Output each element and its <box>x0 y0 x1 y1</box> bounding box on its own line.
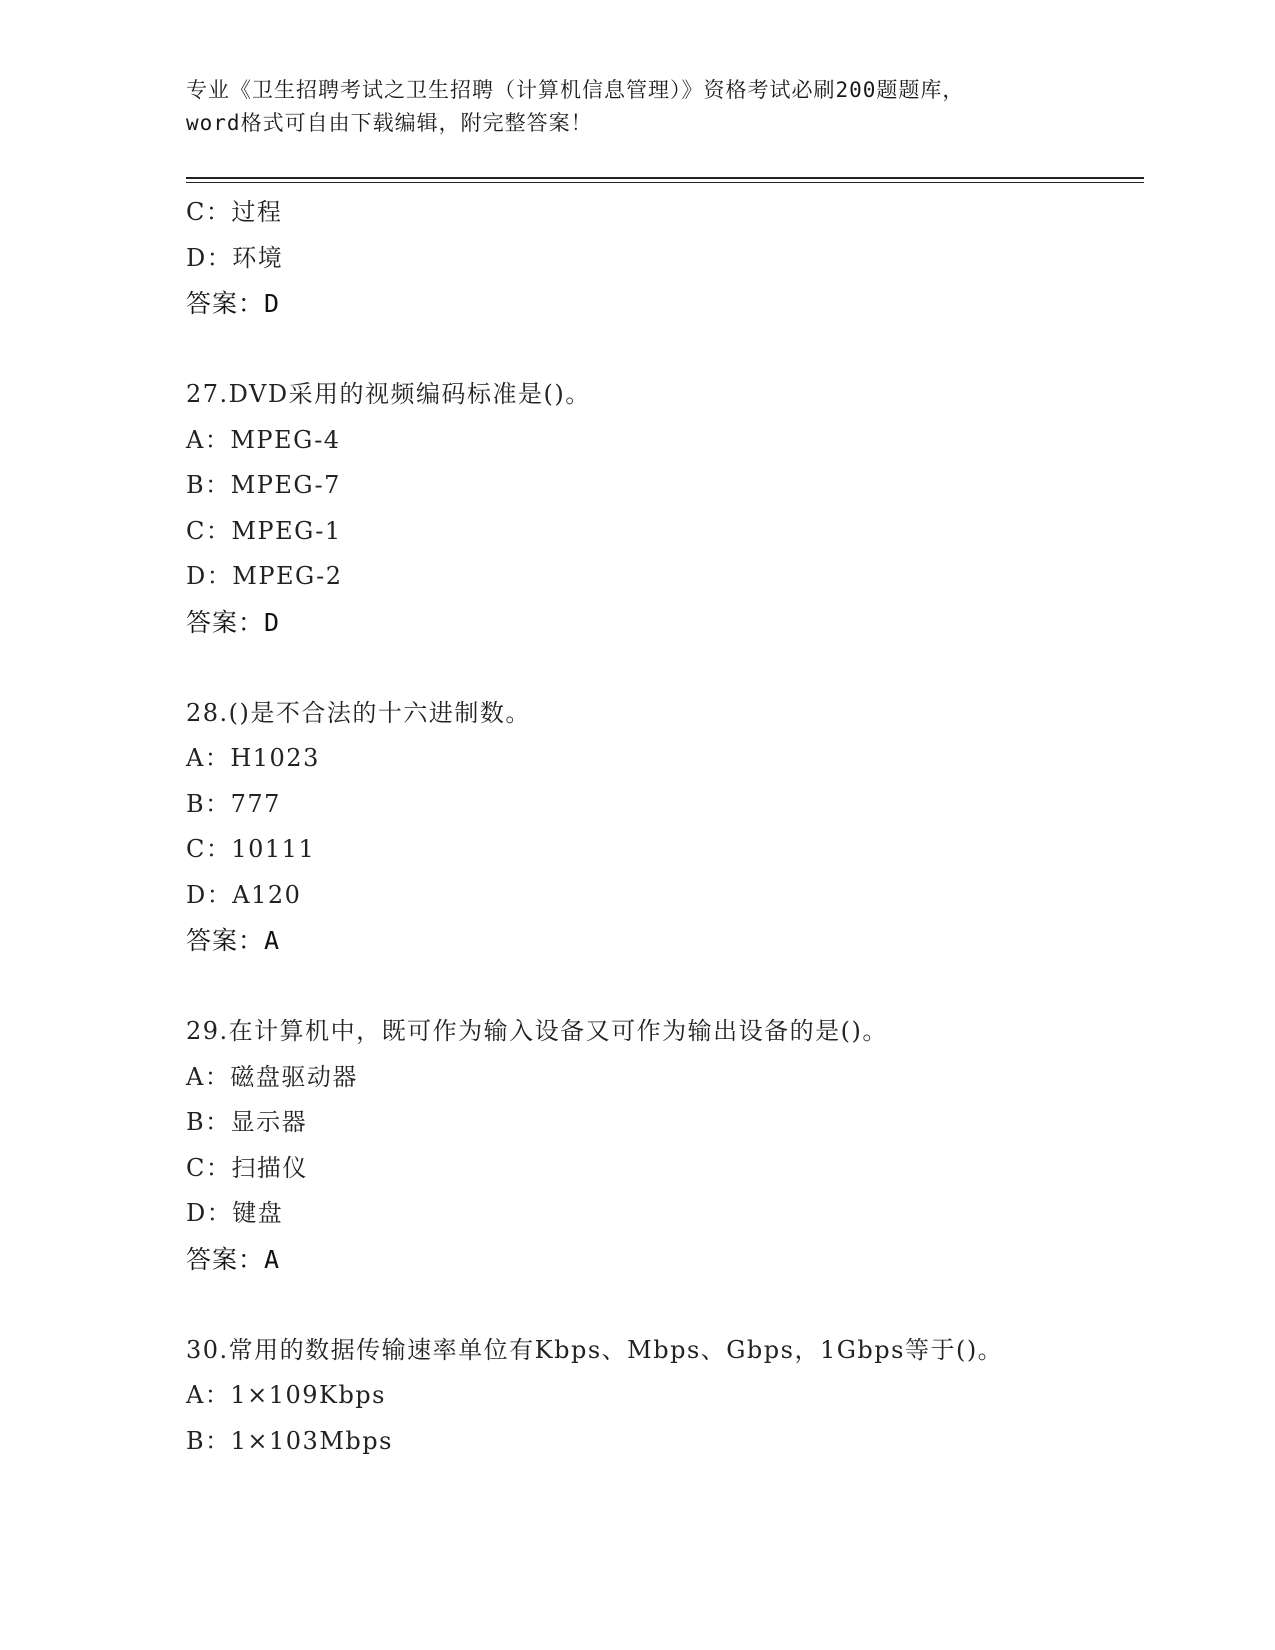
spacer <box>186 1282 1146 1328</box>
document-header <box>186 74 1146 140</box>
option-d: D：环境 <box>186 243 284 272</box>
question-stem: 30.常用的数据传输速率单位有Kbps、Mbps、Gbps，1Gbps等于()。 <box>186 1335 1004 1364</box>
answer-line: 答案：D <box>186 289 281 318</box>
option-b: B：1×103Mbps <box>186 1426 393 1455</box>
question-stem: 29.在计算机中，既可作为输入设备又可作为输出设备的是()。 <box>186 1017 888 1045</box>
question-28 <box>186 691 1146 964</box>
header-line-2: word格式可自由下载编辑，附完整答案！ <box>186 111 593 135</box>
option-d: D：键盘 <box>186 1199 284 1227</box>
option-a: A：1×109Kbps <box>186 1381 386 1409</box>
option-b: B：显示器 <box>186 1108 308 1136</box>
header-line-1: 专业《卫生招聘考试之卫生招聘（计算机信息管理）》资格考试必刷200题题库， <box>186 78 965 102</box>
option-d: D：MPEG-2 <box>186 562 343 590</box>
option-a: A：MPEG-4 <box>186 425 341 454</box>
answer-line: 答案：A <box>186 1244 281 1274</box>
question-26-tail <box>186 190 1146 327</box>
header-divider-thick <box>186 177 1144 179</box>
question-27 <box>186 372 1146 645</box>
spacer <box>186 327 1146 373</box>
question-stem: 27.DVD采用的视频编码标准是()。 <box>186 380 591 408</box>
question-30 <box>186 1328 1146 1465</box>
option-b: B：777 <box>186 789 281 818</box>
option-c: C：10111 <box>186 835 316 863</box>
option-a: A：磁盘驱动器 <box>186 1062 358 1091</box>
question-stem: 28.()是不合法的十六进制数。 <box>186 698 531 727</box>
answer-line: 答案：A <box>186 926 281 955</box>
answer-line: 答案：D <box>186 607 281 637</box>
question-list <box>186 190 1146 1464</box>
option-c: C：扫描仪 <box>186 1153 308 1182</box>
spacer <box>186 964 1146 1010</box>
option-a: A：H1023 <box>186 744 320 772</box>
header-divider-thin <box>186 182 1144 183</box>
option-c: C：MPEG-1 <box>186 516 342 545</box>
question-29 <box>186 1009 1146 1282</box>
spacer <box>186 645 1146 691</box>
option-b: B：MPEG-7 <box>186 471 341 499</box>
option-c: C：过程 <box>186 198 283 226</box>
option-d: D：A120 <box>186 880 302 909</box>
